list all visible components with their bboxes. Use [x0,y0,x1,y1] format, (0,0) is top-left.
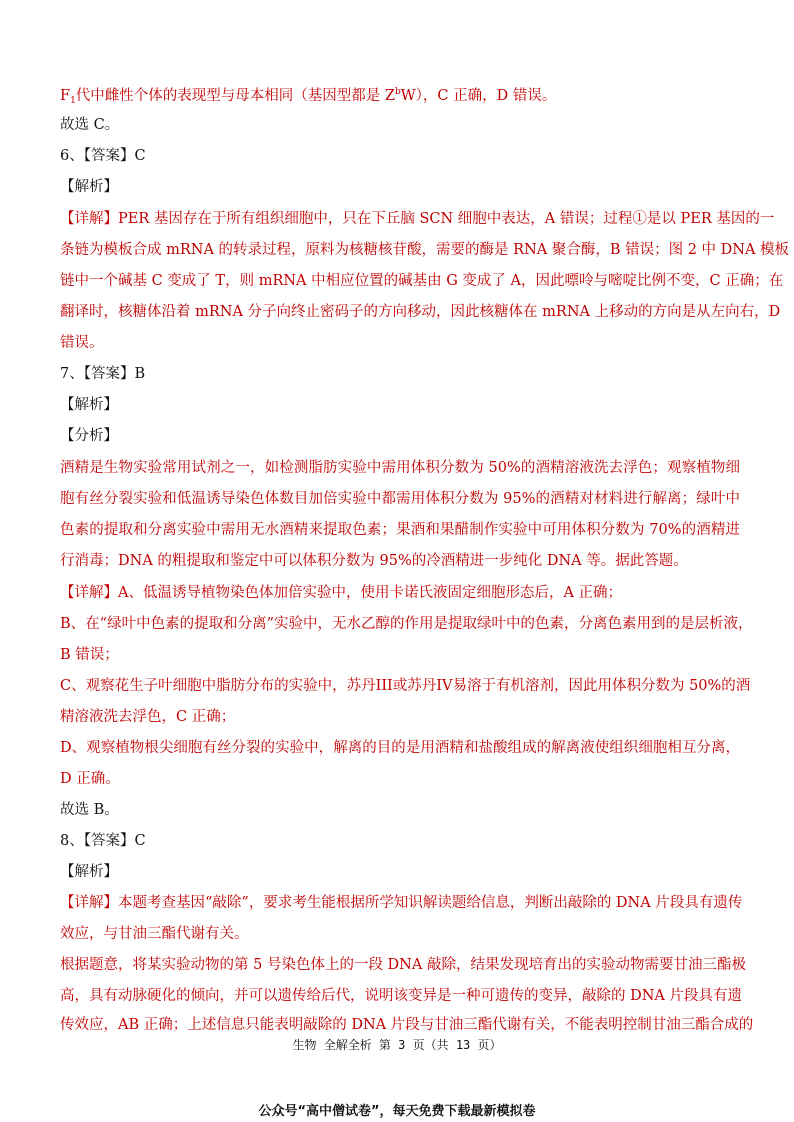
f1-subscript: 1 [70,96,76,106]
q7-fenxi-line: 行消毒；DNA 的粗提取和鉴定中可以体积分数为 95%的冷酒精进一步纯化 DNA 等。据此答题。 [60,553,688,569]
q8-answer: 8、【答案】C [60,833,146,849]
q8-detail-line: 【详解】本题考查基因“敲除”，要求考生能根据所学知识解读题给信息，判断出敲除的 DNA 片段具有遗传 [60,895,743,911]
q7-detail-line: C、观察花生子叶细胞中脂肪分布的实验中，苏丹III或苏丹IV易溶于有机溶剂，因此用体积分数为 50%的酒 [60,678,751,694]
q7-fenxi-line: 酒精是生物实验常用试剂之一，如检测脂肪实验中需用体积分数为 50%的酒精溶液洗去浮色；观察植物细 [60,460,740,476]
q8-detail-line: 传效应，AB 正确；上述信息只能表明敲除的 DNA 片段与甘油三酯代谢有关，不能表明控制甘油三酯合成的 [60,1017,754,1033]
q7-detail-line: B 错误； [60,647,119,663]
q8-detail-line: 根据题意，将某实验动物的第 5 号染色体上的一段 DNA 敲除，结果发现培育出的实验动物需要甘油三酯极 [60,957,746,973]
q5-superscript: b [394,87,401,97]
q7-fenxi-label: 【分析】 [60,428,118,444]
q7-detail-line: 【详解】A、低温诱导植物染色体加倍实验中，使用卡诺氏液固定细胞形态后，A 正确； [60,585,623,601]
q6-analysis-label: 【解析】 [60,179,118,195]
q8-analysis-label: 【解析】 [60,864,118,880]
page-footer: 生物 全解全析 第 3 页（共 13 页） [292,1038,502,1052]
q5-conclusion-line [60,82,740,111]
q6-answer: 6、【答案】C [60,148,146,164]
q7-detail-line: B、在“绿叶中色素的提取和分离”实验中，无水乙醇的作用是提取绿叶中的色素，分离色素用到的是层析液， [60,616,753,632]
promo-banner: 公众号“高中僧试卷”，每天免费下载最新模拟卷 [258,1104,536,1119]
f1-label: F [60,88,71,104]
q7-fenxi-line: 色素的提取和分离实验中需用无水酒精来提取色素；果酒和果醋制作实验中可用体积分数为 70%的酒精进 [60,522,740,538]
q6-detail-line: 【详解】PER 基因存在于所有组织细胞中，只在下丘脑 SCN 细胞中表达，A 错误；过程①是以 PER 基因的一 [60,211,775,227]
q6-detail-line: 翻译时，核糖体沿着 mRNA 分子向终止密码子的方向移动，因此核糖体在 mRNA 上移动的方向是从左向右，D [60,304,781,320]
q7-analysis-label: 【解析】 [60,397,118,413]
q7-fenxi-line: 胞有丝分裂实验和低温诱导染色体数目加倍实验中都需用体积分数为 95%的酒精对材料进行解离；绿叶中 [60,491,740,507]
q5-text-part1: 代中雌性个体的表现型与母本相同（基因型都是 Z [75,88,395,104]
q8-detail-line: 效应，与甘油三酯代谢有关。 [60,926,249,942]
q6-detail-line: 链中一个碱基 C 变成了 T，则 mRNA 中相应位置的碱基由 G 变成了 A，因此嘌呤与嘧啶比例不变，C 正确；在 [60,273,784,289]
q7-answer: 7、【答案】B [60,366,146,382]
q7-detail-line: D 正确。 [60,771,120,787]
q8-detail-line: 高，具有动脉硬化的倾向，并可以遗传给后代，说明该变异是一种可遗传的变异，敲除的 DNA 片段具有遗 [60,988,742,1004]
q5-text-part2: W），C 正确，D 错误。 [400,88,557,104]
q7-detail-line: D、观察植物根尖细胞有丝分裂的实验中，解离的目的是用酒精和盐酸组成的解离液使组织细胞相互分离， [60,740,740,756]
q5-choose: 故选 C。 [60,117,120,133]
q6-detail-line: 条链为模板合成 mRNA 的转录过程，原料为核糖核苷酸，需要的酶是 RNA 聚合酶，B 错误；图 2 中 DNA 模板 [60,242,790,258]
q7-detail-line: 精溶液洗去浮色，C 正确； [60,709,236,725]
q6-detail-line: 错误。 [60,335,104,351]
q7-choose: 故选 B。 [60,802,119,818]
